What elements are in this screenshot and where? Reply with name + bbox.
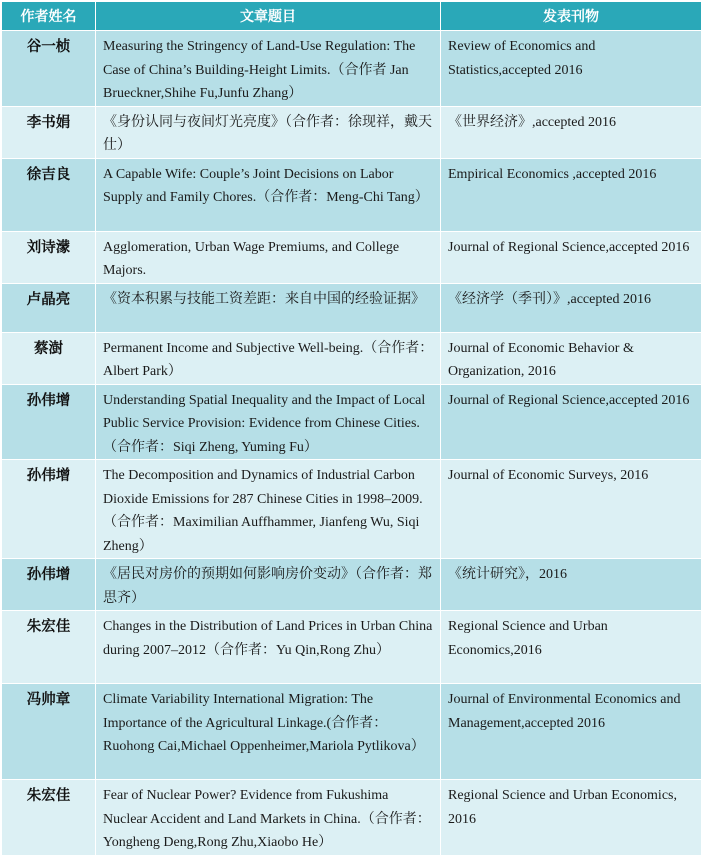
author-column-header: 作者姓名 [2,2,96,31]
journal-cell: Review of Economics and Statistics,accepted 2016 [441,31,702,107]
author-cell: 刘诗濛 [2,231,96,283]
journal-cell: 《世界经济》,accepted 2016 [441,106,702,158]
table-row [2,332,702,384]
table-row [2,106,702,158]
author-cell: 蔡澍 [2,332,96,384]
title-cell: Climate Variability International Migration: The Importance of the Agricultural Linkage.(合作者：Ruohong Cai,Michael Oppenheimer,Mariola Pytlikova） [96,684,441,780]
journal-cell: Journal of Environmental Economics and Management,accepted 2016 [441,684,702,780]
journal-cell: Journal of Economic Behavior & Organization, 2016 [441,332,702,384]
table-row [2,611,702,684]
journal-cell: Journal of Regional Science,accepted 2016 [441,384,702,460]
publications-table [1,1,702,856]
title-cell: 《身份认同与夜间灯光亮度》（合作者：徐现祥，戴天仕） [96,106,441,158]
table-row [2,460,702,559]
author-cell: 孙伟增 [2,384,96,460]
journal-cell: 《统计研究》，2016 [441,559,702,611]
author-cell: 卢晶亮 [2,283,96,332]
table-row [2,559,702,611]
table-row [2,780,702,856]
title-column-header: 文章题目 [96,2,441,31]
title-cell: A Capable Wife: Couple’s Joint Decisions on Labor Supply and Family Chores.（合作者：Meng-Chi Tang） [96,158,441,231]
title-cell: 《居民对房价的预期如何影响房价变动》（合作者：郑思齐） [96,559,441,611]
title-cell: Understanding Spatial Inequality and the Impact of Local Public Service Provision: Evidence from Chinese Cities.（合作者：Siqi Zheng, Yuming Fu） [96,384,441,460]
author-cell: 谷一桢 [2,31,96,107]
title-cell: 《资本积累与技能工资差距：来自中国的经验证据》 [96,283,441,332]
journal-cell: Empirical Economics ,accepted 2016 [441,158,702,231]
table-row [2,384,702,460]
author-cell: 孙伟增 [2,460,96,559]
author-cell: 朱宏佳 [2,611,96,684]
title-cell: Agglomeration, Urban Wage Premiums, and College Majors. [96,231,441,283]
table-header-row [2,2,702,31]
table-row [2,231,702,283]
table-row [2,283,702,332]
journal-cell: Journal of Regional Science,accepted 2016 [441,231,702,283]
author-cell: 冯帅章 [2,684,96,780]
author-cell: 李书娟 [2,106,96,158]
author-cell: 朱宏佳 [2,780,96,856]
journal-column-header: 发表刊物 [441,2,702,31]
journal-cell: Journal of Economic Surveys, 2016 [441,460,702,559]
title-cell: Fear of Nuclear Power? Evidence from Fukushima Nuclear Accident and Land Markets in China.（合作者：Yongheng Deng,Rong Zhu,Xiaobo He） [96,780,441,856]
title-cell: The Decomposition and Dynamics of Industrial Carbon Dioxide Emissions for 287 Chinese Cities in 1998–2009.（合作者：Maximilian Auffhammer, Jianfeng Wu, Siqi Zheng） [96,460,441,559]
author-cell: 孙伟增 [2,559,96,611]
table-row [2,158,702,231]
title-cell: Permanent Income and Subjective Well-being.（合作者：Albert Park） [96,332,441,384]
author-cell: 徐吉良 [2,158,96,231]
journal-cell: 《经济学（季刊）》,accepted 2016 [441,283,702,332]
table-row [2,684,702,780]
title-cell: Measuring the Stringency of Land-Use Regulation: The Case of China’s Building-Height Limits.（合作者 Jan Brueckner,Shihe Fu,Junfu Zhang） [96,31,441,107]
title-cell: Changes in the Distribution of Land Prices in Urban China during 2007–2012（合作者：Yu Qin,Rong Zhu） [96,611,441,684]
table-row [2,31,702,107]
journal-cell: Regional Science and Urban Economics,2016 [441,611,702,684]
journal-cell: Regional Science and Urban Economics, 2016 [441,780,702,856]
